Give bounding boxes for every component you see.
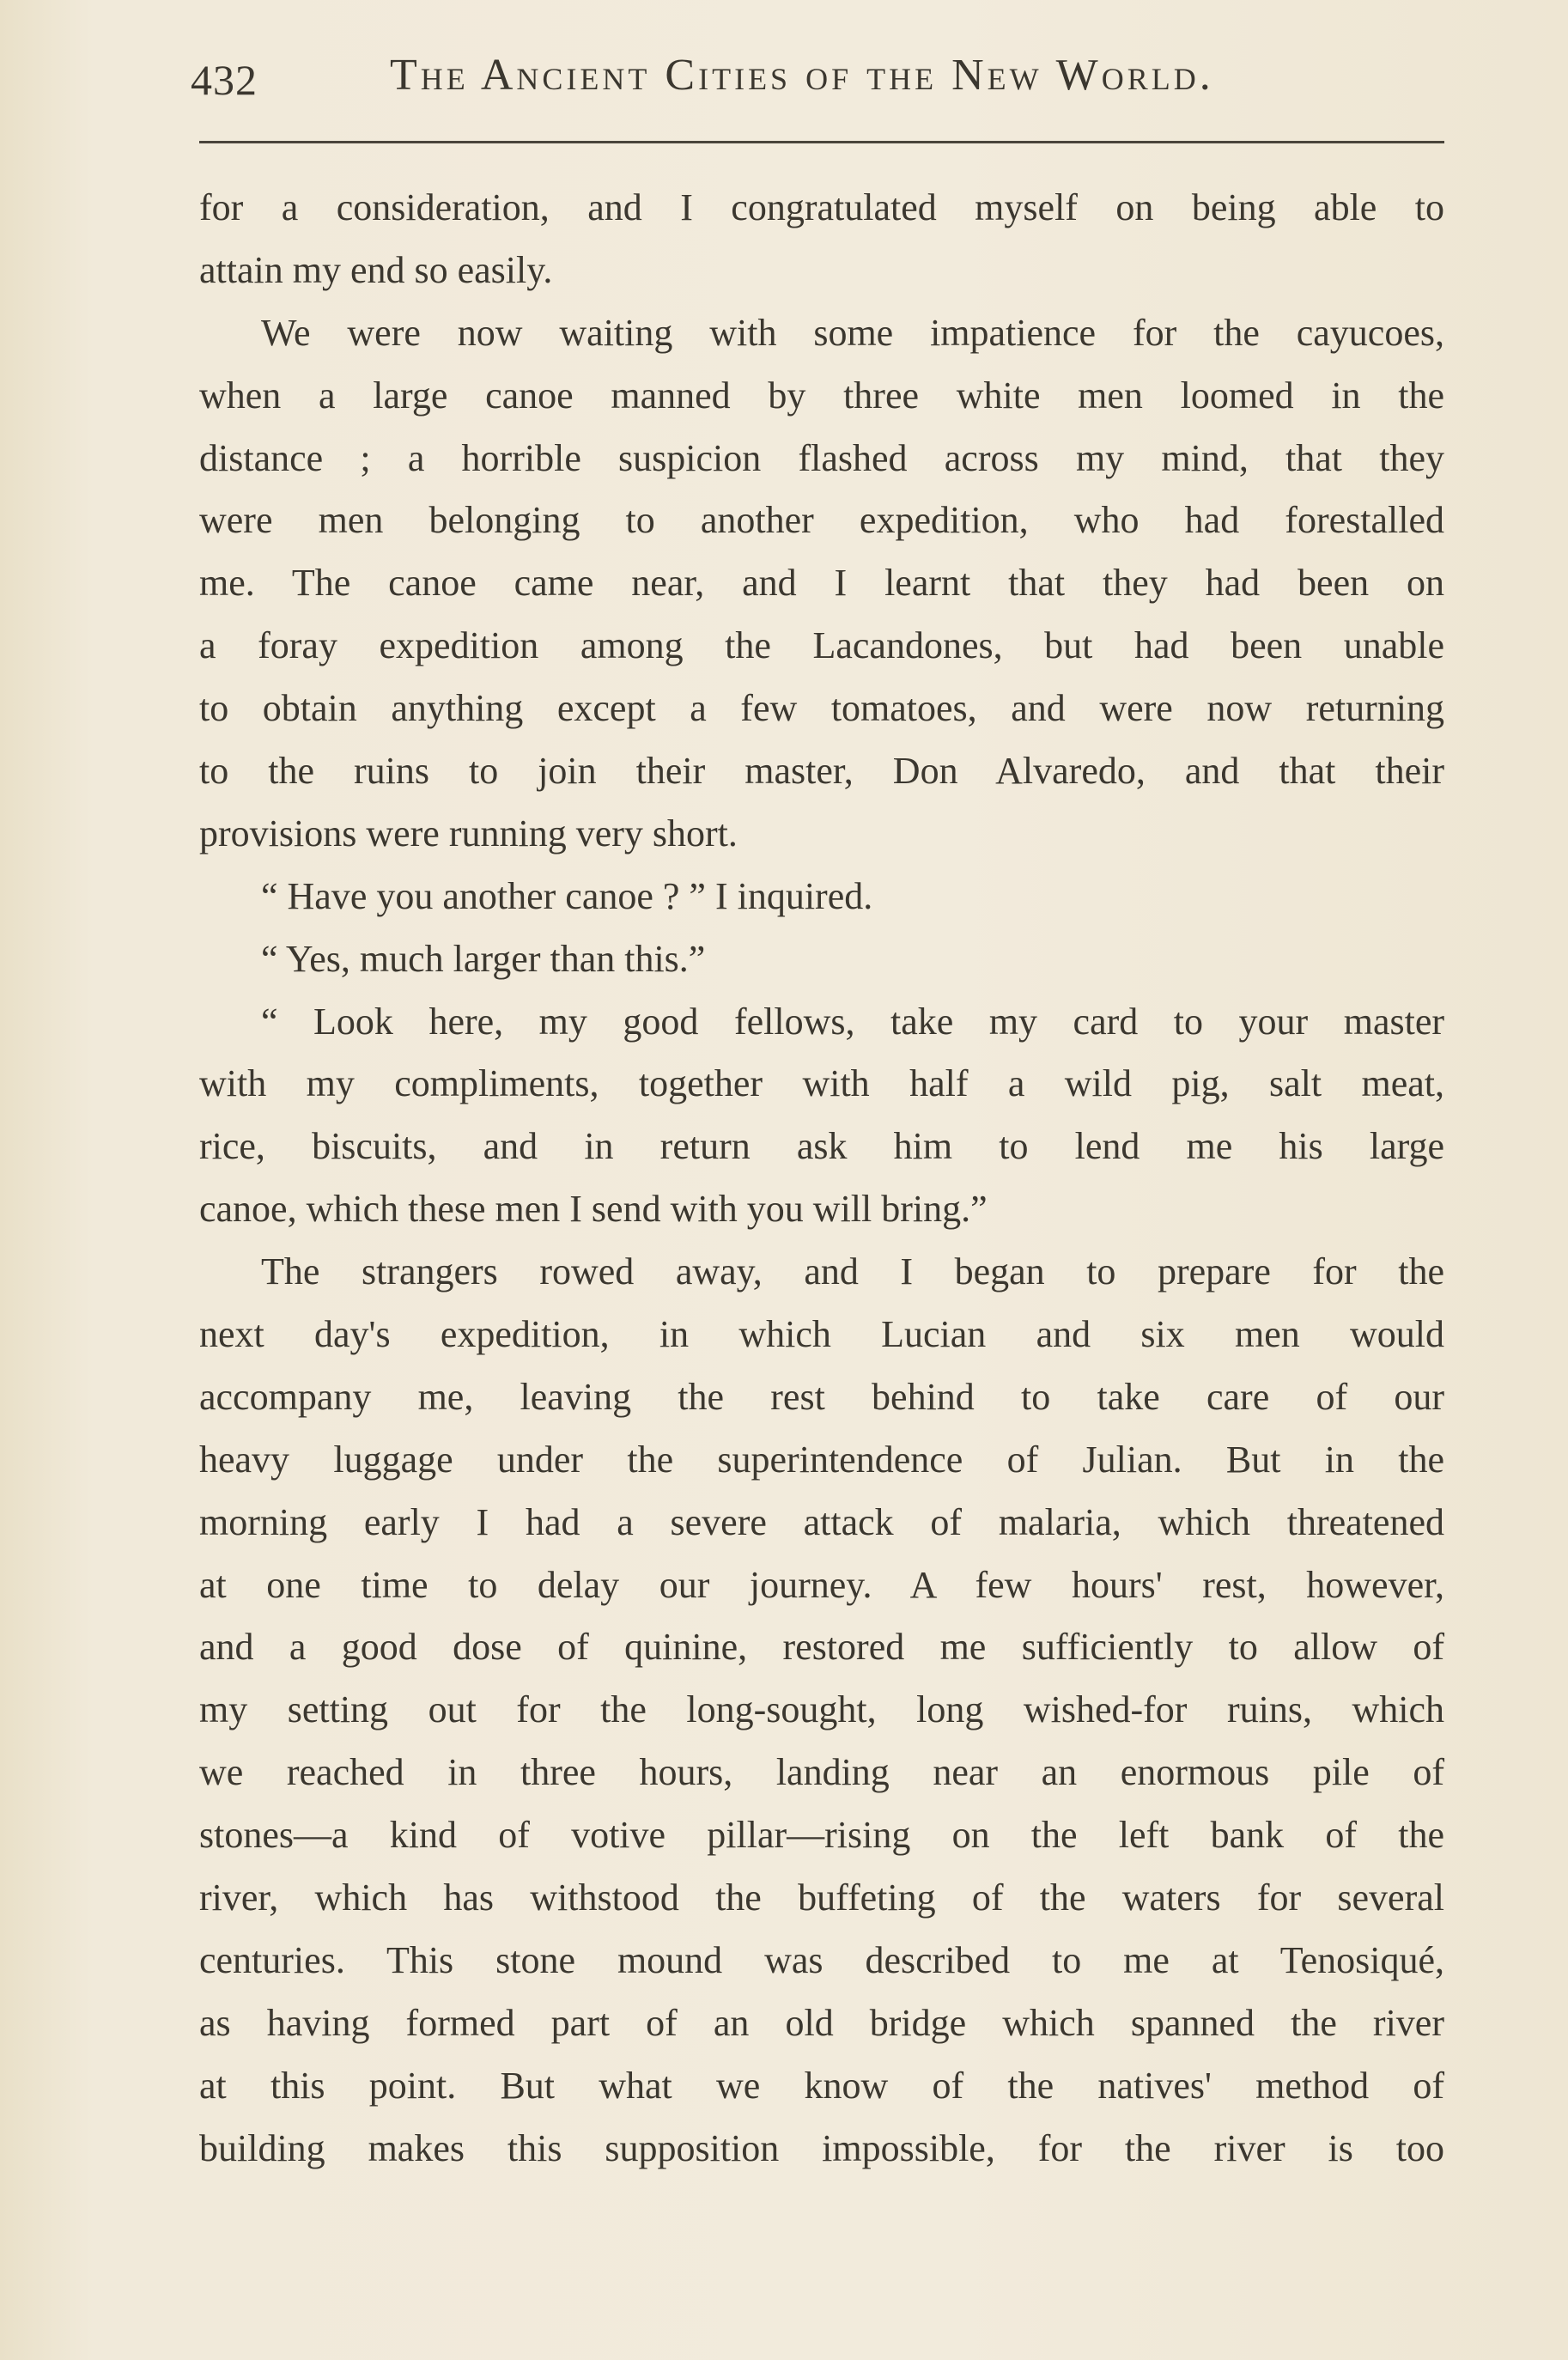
text-line: a foray expedition among the Lacandones, but had been unable [199, 624, 1444, 667]
text-line: to the ruins to join their master, Don Alvaredo, and that their [199, 750, 1444, 793]
text-line: “ Yes, much larger than this.” [261, 937, 706, 980]
text-line: accompany me, leaving the rest behind to take care of our [199, 1375, 1444, 1418]
header-rule [199, 141, 1444, 143]
page-number: 432 [191, 56, 258, 104]
text-line: were men belonging to another expedition, who had forestalled [199, 499, 1444, 542]
text-line: at this point. But what we know of the natives' method of [199, 2064, 1444, 2107]
text-line: river, which has withstood the buffeting of the waters for several [199, 1876, 1444, 1919]
text-line: and a good dose of quinine, restored me sufficiently to allow of [199, 1626, 1444, 1669]
text-line: me. The canoe came near, and I learnt that they had been on [199, 562, 1444, 605]
page-title: The Ancient Cities of the New World. [390, 51, 1214, 100]
body-text [199, 177, 1444, 2181]
text-line: morning early I had a severe attack of malaria, which threatened [199, 1500, 1444, 1543]
text-line: stones—a kind of votive pillar—rising on the left bank of the [199, 1814, 1444, 1857]
text-line: The strangers rowed away, and I began to prepare for the [261, 1250, 1444, 1293]
text-line: “ Look here, my good fellows, take my card to your master [261, 1000, 1444, 1043]
text-line: next day's expedition, in which Lucian and six men would [199, 1313, 1444, 1356]
text-line: when a large canoe manned by three white men loomed in the [199, 374, 1444, 417]
text-line: provisions were running very short. [199, 812, 738, 855]
text-line: distance ; a horrible suspicion flashed across my mind, that they [199, 436, 1444, 479]
text-line: rice, biscuits, and in return ask him to lend me his large [199, 1125, 1444, 1168]
text-line: We were now waiting with some impatience for the cayucoes, [261, 311, 1444, 354]
text-line: my setting out for the long-sought, long wished-for ruins, which [199, 1688, 1444, 1731]
text-line: as having formed part of an old bridge which spanned the river [199, 2001, 1444, 2044]
text-line: centuries. This stone mound was described to me at Tenosiqué, [199, 1938, 1444, 1981]
text-line: building makes this supposition impossible, for the river is too [199, 2126, 1444, 2169]
running-head [191, 50, 1453, 110]
text-line: to obtain anything except a few tomatoes, and were now returning [199, 687, 1444, 730]
text-line: at one time to delay our journey. A few hours' rest, however, [199, 1563, 1444, 1606]
text-line: attain my end so easily. [199, 248, 553, 291]
text-line: with my compliments, together with half a wild pig, salt meat, [199, 1062, 1444, 1105]
text-line: we reached in three hours, landing near an enormous pile of [199, 1751, 1444, 1794]
text-line: “ Have you another canoe ? ” I inquired. [261, 874, 873, 917]
text-line: for a consideration, and I congratulated myself on being able to [199, 186, 1444, 228]
text-line: canoe, which these men I send with you will bring.” [199, 1188, 988, 1231]
text-line: heavy luggage under the superintendence of Julian. But in the [199, 1438, 1444, 1481]
